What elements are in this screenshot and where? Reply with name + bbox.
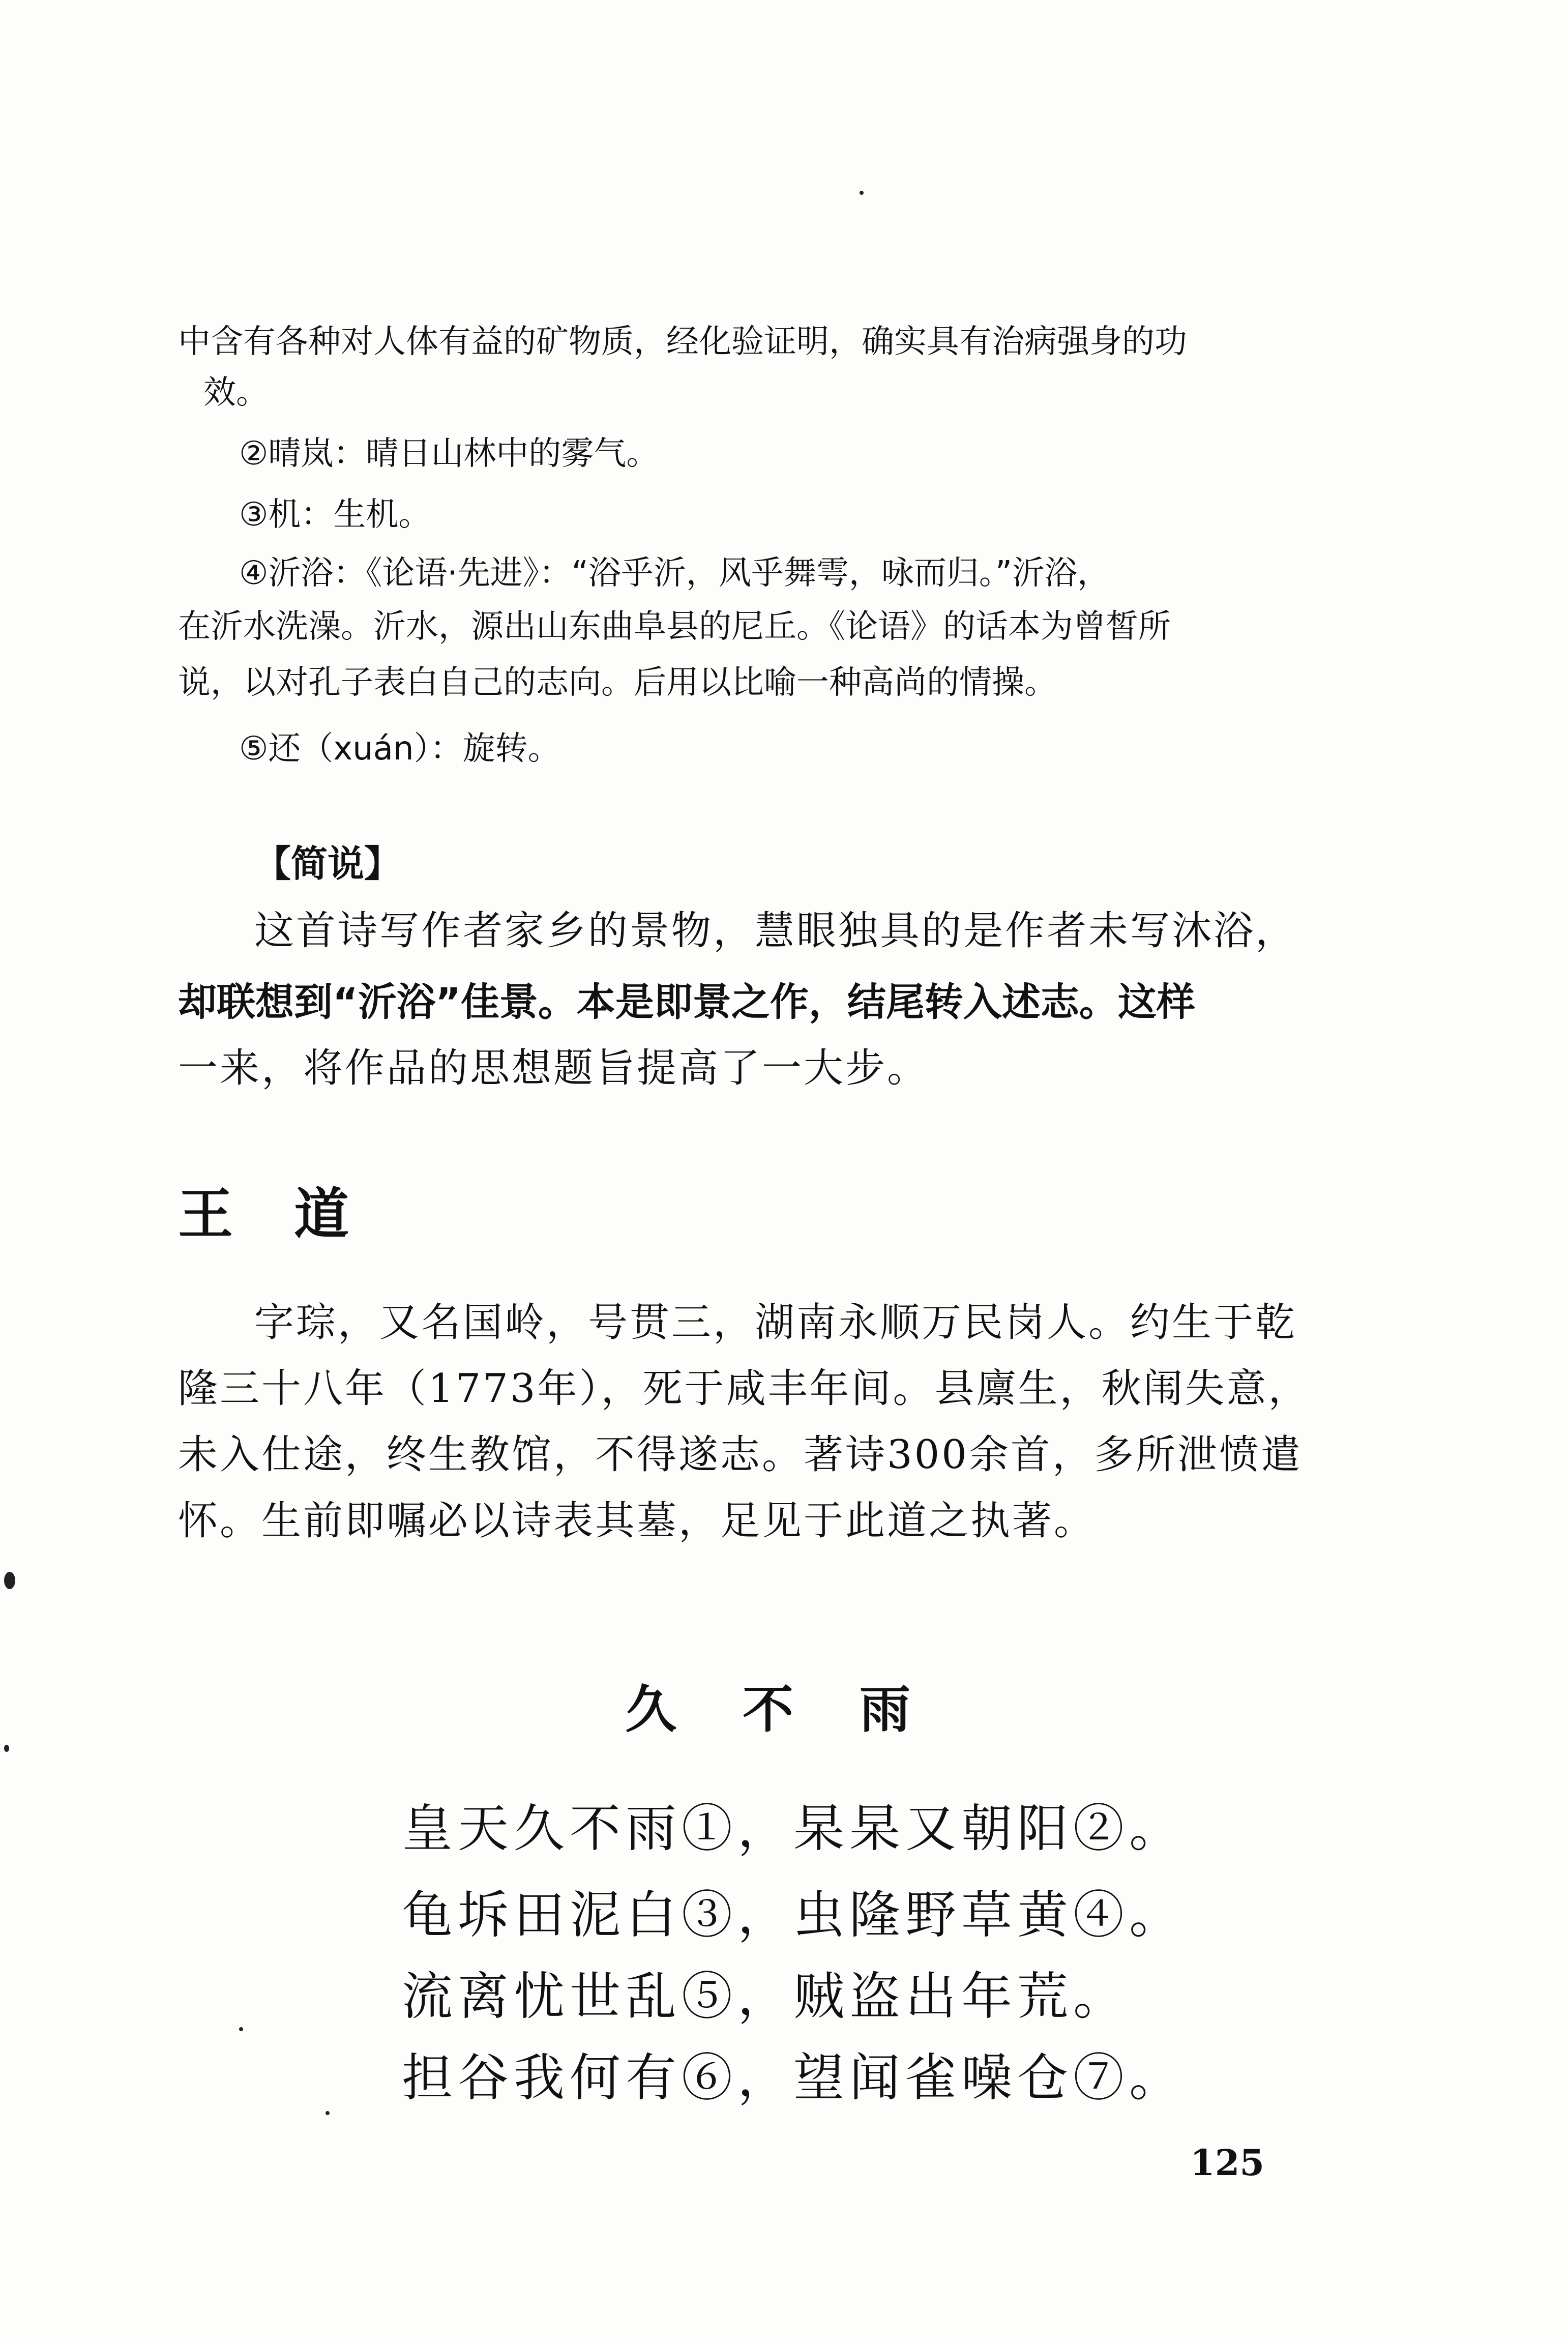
author-name: 王道 — [178, 1183, 410, 1246]
author-bio-line: 字琮，又名国岭，号贯三，湖南永顺万民岗人。约生于乾 — [254, 1300, 1297, 1345]
poem-line: 皇天久不雨①，杲杲又朝阳②。 — [402, 1799, 1185, 1858]
note-5: ⑤还（xuán）：旋转。 — [239, 730, 560, 768]
note-4: ④沂浴：《论语·先进》：“浴乎沂，风乎舞雩，咏而归。”沂浴， — [239, 554, 1110, 592]
note-line: 中含有各种对人体有益的矿物质，经化验证明，确实具有治病强身的功 — [178, 323, 1187, 361]
poem-line: 担谷我何有⑥，望闻雀噪仓⑦。 — [402, 2048, 1185, 2107]
note-3: ③机：生机。 — [239, 496, 431, 534]
commentary-heading: 【简说】 — [254, 842, 401, 885]
page-number: 125 — [1190, 2142, 1265, 2184]
author-bio-line: 隆三十八年（1773年），死于咸丰年间。县廪生，秋闱失意， — [178, 1366, 1310, 1412]
note-2: ②晴岚：晴日山林中的雾气。 — [239, 435, 659, 473]
author-bio-line: 未入仕途，终生教馆，不得遂志。著诗300余首，多所泄愤遣 — [178, 1432, 1303, 1478]
poem-title: 久不雨 — [626, 1680, 977, 1739]
commentary-line: 一来，将作品的思想题旨提高了一大步。 — [178, 1045, 929, 1091]
note-4-cont: 说，以对孔子表白自己的志向。后用以比喻一种高尚的情操。 — [178, 664, 1057, 701]
note-line: 效。 — [203, 374, 269, 412]
scan-speck — [860, 191, 864, 195]
commentary-line: 这首诗写作者家乡的景物，慧眼独具的是作者未写沐浴， — [254, 908, 1297, 954]
commentary-line: 却联想到“沂浴”佳景。本是即景之作，结尾转入述志。这样 — [178, 979, 1195, 1024]
scan-speck — [4, 1745, 9, 1752]
note-4-cont: 在沂水洗澡。沂水，源出山东曲阜县的尼丘。《论语》的话本为曾皙所 — [178, 608, 1171, 646]
poem-line: 流离忧世乱⑤，贼盗出年荒。 — [402, 1967, 1129, 2026]
scan-speck — [4, 1572, 15, 1589]
scan-speck — [326, 2111, 330, 2115]
scan-speck — [239, 2027, 243, 2031]
author-bio-line: 怀。生前即嘱必以诗表其墓，足见于此道之执著。 — [178, 1498, 1096, 1544]
poem-line: 龟坼田泥白③，虫隆野草黄④。 — [402, 1885, 1185, 1945]
